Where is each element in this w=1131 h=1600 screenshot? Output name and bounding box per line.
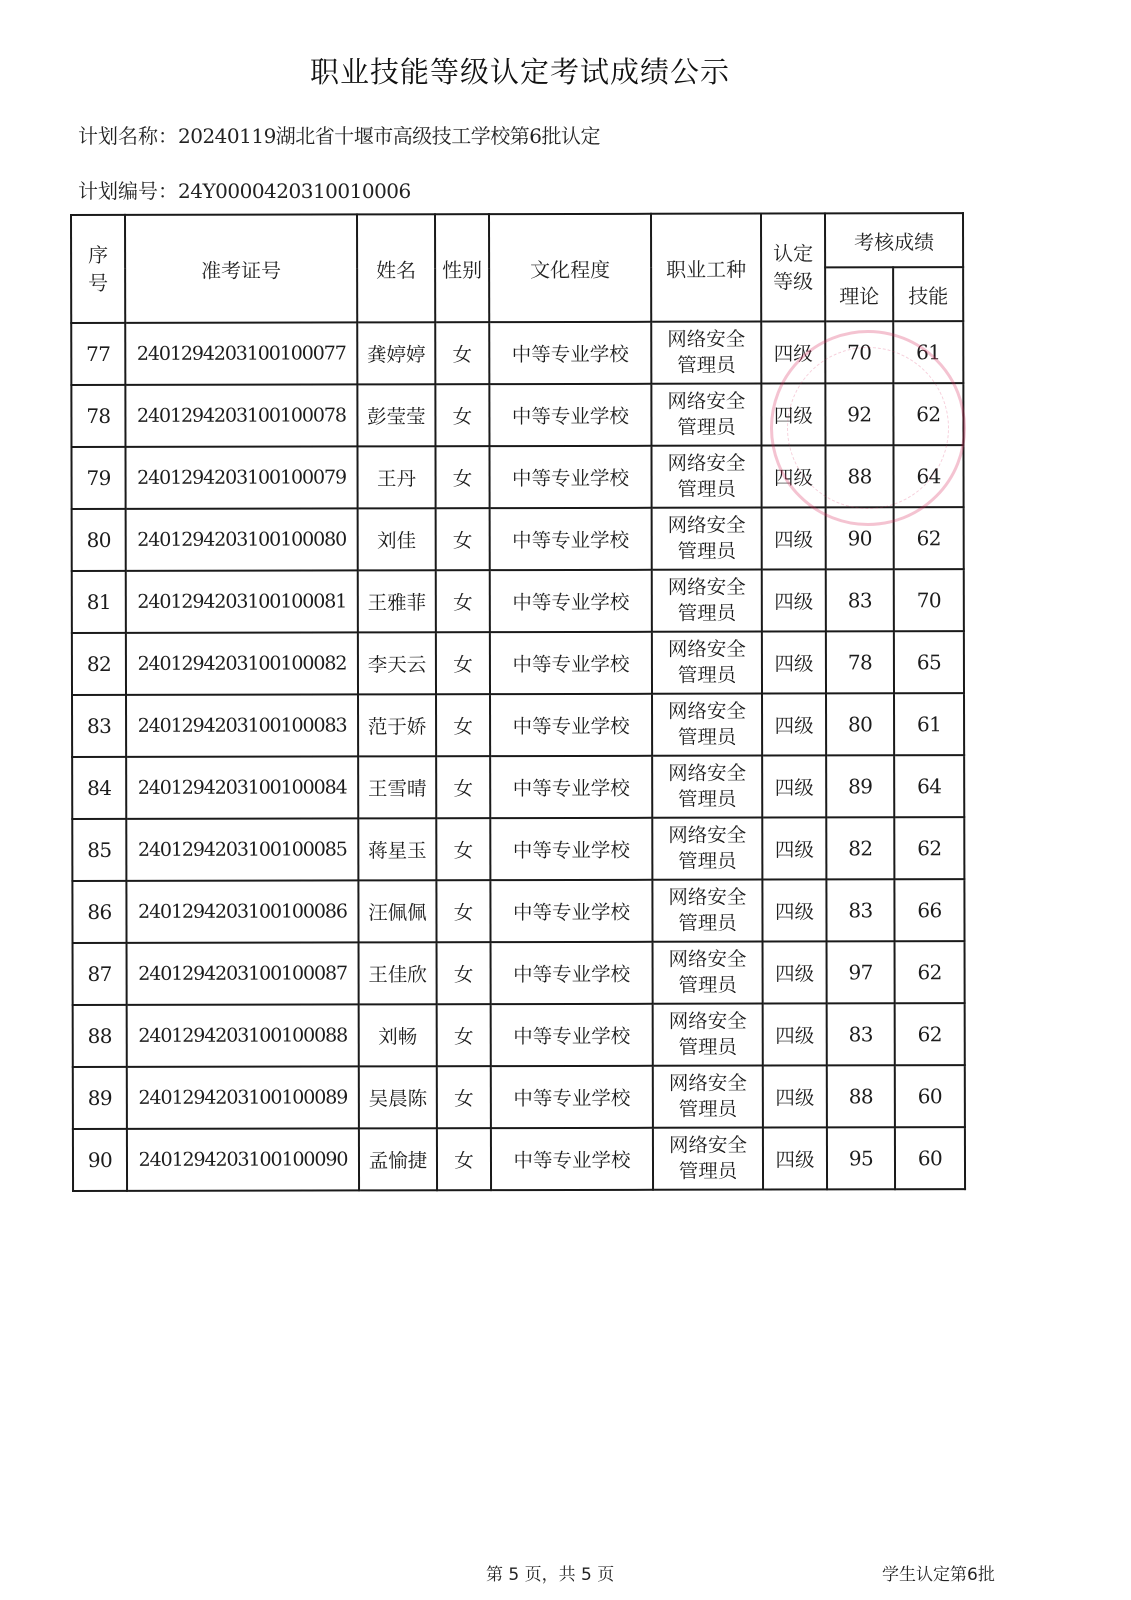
cell-level: 四级: [763, 1003, 827, 1065]
cell-gender: 女: [437, 942, 491, 1004]
cell-occupation: 网络安全 管理员: [653, 942, 763, 1004]
cell-seq: 86: [72, 881, 126, 943]
cell-occupation: 网络安全 管理员: [653, 1066, 763, 1128]
cell-gender: 女: [436, 818, 490, 880]
cell-occupation: 网络安全 管理员: [653, 1128, 763, 1190]
cell-skill-score: 60: [895, 1065, 965, 1127]
cell-education: 中等专业学校: [490, 508, 652, 570]
page-number: 第 5 页，共 5 页: [486, 1565, 615, 1585]
cell-level: 四级: [763, 1127, 827, 1189]
cell-name: 刘佳: [358, 508, 436, 570]
cell-skill-score: 65: [894, 631, 964, 693]
cell-gender: 女: [436, 694, 490, 756]
cell-theory-score: 83: [826, 569, 894, 631]
table-row: [72, 817, 964, 881]
cell-theory-score: 83: [827, 1003, 895, 1065]
plan-code-value: 24Y0000420310010006: [178, 179, 411, 203]
cell-gender: 女: [435, 384, 489, 446]
cell-name: 龚婷婷: [357, 322, 435, 384]
cell-seq: 89: [73, 1067, 127, 1129]
cell-level: 四级: [762, 817, 826, 879]
cell-skill-score: 62: [893, 383, 963, 445]
cell-gender: 女: [437, 1004, 491, 1066]
plan-name-label: 计划名称：: [78, 124, 178, 148]
cell-name: 彭莹莹: [357, 384, 435, 446]
cell-skill-score: 64: [894, 755, 964, 817]
cell-name: 吴晨陈: [359, 1066, 437, 1128]
header-seq: 序 号: [71, 215, 125, 323]
header-score-group: 考核成绩: [825, 213, 963, 267]
cell-seq: 90: [73, 1129, 127, 1191]
cell-occupation: 网络安全 管理员: [652, 632, 762, 694]
cell-skill-score: 62: [895, 1003, 965, 1065]
plan-name: [78, 120, 600, 149]
cell-theory-score: 82: [826, 817, 894, 879]
cell-exam-id: 2401294203100100087: [127, 942, 359, 1004]
cell-seq: 81: [72, 571, 126, 633]
header-name: 姓名: [357, 214, 435, 322]
cell-education: 中等专业学校: [490, 632, 652, 694]
cell-level: 四级: [762, 569, 826, 631]
cell-occupation: 网络安全 管理员: [652, 508, 762, 570]
cell-gender: 女: [437, 1128, 491, 1190]
cell-seq: 82: [72, 633, 126, 695]
batch-label: 学生认定第6批: [882, 1565, 995, 1585]
cell-gender: 女: [435, 322, 489, 384]
cell-exam-id: 2401294203100100078: [125, 384, 357, 446]
table-row: [73, 1003, 965, 1067]
table-row: [73, 1065, 965, 1129]
cell-education: 中等专业学校: [489, 446, 651, 508]
cell-gender: 女: [436, 756, 490, 818]
cell-theory-score: 83: [826, 879, 894, 941]
cell-level: 四级: [763, 941, 827, 1003]
table-row: [73, 1127, 965, 1191]
cell-name: 李天云: [358, 632, 436, 694]
cell-seq: 78: [71, 385, 125, 447]
cell-skill-score: 66: [894, 879, 964, 941]
cell-occupation: 网络安全 管理员: [651, 322, 761, 384]
cell-name: 王雅菲: [358, 570, 436, 632]
cell-education: 中等专业学校: [490, 694, 652, 756]
cell-gender: 女: [436, 570, 490, 632]
cell-theory-score: 88: [827, 1065, 895, 1127]
cell-occupation: 网络安全 管理员: [651, 384, 761, 446]
table-row: [72, 569, 964, 633]
table-row: [72, 631, 964, 695]
cell-level: 四级: [762, 507, 826, 569]
cell-exam-id: 2401294203100100082: [126, 632, 358, 694]
cell-exam-id: 2401294203100100086: [126, 880, 358, 942]
cell-education: 中等专业学校: [490, 756, 652, 818]
header-exam-id: 准考证号: [125, 214, 357, 322]
cell-skill-score: 70: [894, 569, 964, 631]
header-gender: 性别: [435, 214, 489, 322]
cell-skill-score: 62: [894, 817, 964, 879]
cell-theory-score: 70: [825, 321, 893, 383]
cell-level: 四级: [761, 321, 825, 383]
cell-occupation: 网络安全 管理员: [651, 446, 761, 508]
cell-name: 范于娇: [358, 694, 436, 756]
cell-name: 王佳欣: [359, 942, 437, 1004]
cell-occupation: 网络安全 管理员: [653, 1004, 763, 1066]
cell-skill-score: 61: [894, 693, 964, 755]
cell-exam-id: 2401294203100100085: [126, 818, 358, 880]
cell-theory-score: 88: [825, 445, 893, 507]
cell-occupation: 网络安全 管理员: [652, 694, 762, 756]
cell-education: 中等专业学校: [491, 942, 653, 1004]
cell-name: 汪佩佩: [358, 880, 436, 942]
cell-level: 四级: [762, 755, 826, 817]
cell-education: 中等专业学校: [489, 322, 651, 384]
cell-seq: 77: [71, 323, 125, 385]
cell-exam-id: 2401294203100100090: [127, 1128, 359, 1190]
cell-exam-id: 2401294203100100080: [126, 508, 358, 570]
header-level: 认定 等级: [761, 213, 825, 321]
cell-theory-score: 92: [825, 383, 893, 445]
table-body: [71, 321, 965, 1191]
cell-theory-score: 89: [826, 755, 894, 817]
cell-name: 孟愉捷: [359, 1128, 437, 1190]
cell-level: 四级: [762, 631, 826, 693]
cell-occupation: 网络安全 管理员: [652, 880, 762, 942]
cell-skill-score: 62: [894, 507, 964, 569]
cell-level: 四级: [761, 383, 825, 445]
cell-exam-id: 2401294203100100077: [125, 322, 357, 384]
table-row: [72, 755, 964, 819]
cell-level: 四级: [762, 693, 826, 755]
header-row: [71, 213, 963, 269]
table-row: [71, 383, 963, 447]
cell-name: 王雪晴: [358, 756, 436, 818]
header-occupation: 职业工种: [651, 214, 761, 322]
cell-gender: 女: [437, 1066, 491, 1128]
cell-theory-score: 78: [826, 631, 894, 693]
cell-education: 中等专业学校: [491, 1004, 653, 1066]
cell-seq: 83: [72, 695, 126, 757]
cell-skill-score: 61: [893, 321, 963, 383]
cell-seq: 79: [71, 447, 125, 509]
cell-exam-id: 2401294203100100084: [126, 756, 358, 818]
plan-code: [78, 175, 411, 204]
cell-level: 四级: [762, 879, 826, 941]
page-title: 职业技能等级认定考试成绩公示: [309, 55, 730, 89]
cell-skill-score: 62: [895, 941, 965, 1003]
plan-name-value: 20240119湖北省十堰市高级技工学校第6批认定: [178, 124, 601, 148]
header-skill: 技能: [893, 267, 963, 321]
cell-level: 四级: [761, 445, 825, 507]
cell-exam-id: 2401294203100100079: [125, 446, 357, 508]
cell-gender: 女: [435, 446, 489, 508]
cell-level: 四级: [763, 1065, 827, 1127]
table-row: [72, 693, 964, 757]
cell-skill-score: 64: [893, 445, 963, 507]
cell-gender: 女: [436, 632, 490, 694]
cell-seq: 80: [72, 509, 126, 571]
cell-exam-id: 2401294203100100089: [127, 1066, 359, 1128]
table-row: [72, 507, 964, 571]
cell-seq: 84: [72, 757, 126, 819]
cell-name: 蒋星玉: [358, 818, 436, 880]
cell-theory-score: 97: [827, 941, 895, 1003]
cell-occupation: 网络安全 管理员: [652, 570, 762, 632]
cell-exam-id: 2401294203100100081: [126, 570, 358, 632]
cell-seq: 85: [72, 819, 126, 881]
cell-exam-id: 2401294203100100083: [126, 694, 358, 756]
cell-theory-score: 80: [826, 693, 894, 755]
table-row: [71, 321, 963, 385]
cell-gender: 女: [436, 880, 490, 942]
cell-education: 中等专业学校: [491, 1128, 653, 1190]
cell-theory-score: 90: [826, 507, 894, 569]
cell-education: 中等专业学校: [490, 570, 652, 632]
plan-code-label: 计划编号：: [78, 179, 178, 203]
cell-skill-score: 60: [895, 1127, 965, 1189]
cell-education: 中等专业学校: [490, 818, 652, 880]
header-education: 文化程度: [489, 214, 651, 322]
cell-education: 中等专业学校: [489, 384, 651, 446]
cell-exam-id: 2401294203100100088: [127, 1004, 359, 1066]
table-row: [71, 445, 963, 509]
cell-gender: 女: [436, 508, 490, 570]
table-row: [73, 941, 965, 1005]
cell-theory-score: 95: [827, 1127, 895, 1189]
cell-education: 中等专业学校: [490, 880, 652, 942]
cell-occupation: 网络安全 管理员: [652, 756, 762, 818]
header-theory: 理论: [825, 267, 893, 321]
score-table: [70, 212, 966, 1192]
cell-education: 中等专业学校: [491, 1066, 653, 1128]
cell-seq: 88: [73, 1005, 127, 1067]
cell-occupation: 网络安全 管理员: [652, 818, 762, 880]
table-row: [72, 879, 964, 943]
cell-name: 王丹: [357, 446, 435, 508]
cell-name: 刘畅: [359, 1004, 437, 1066]
cell-seq: 87: [73, 943, 127, 1005]
